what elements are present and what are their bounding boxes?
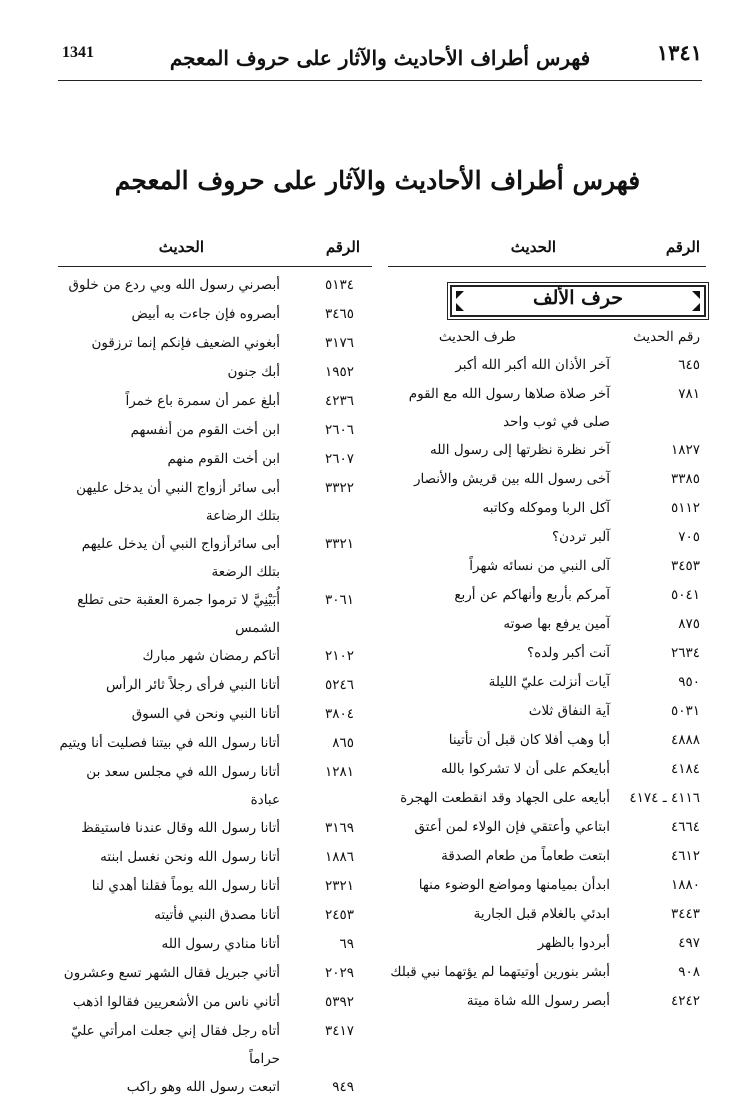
hadith-text: ابتعت طعاماً من طعام الصدقة [441, 848, 610, 864]
list-item [388, 813, 706, 842]
list-item [388, 900, 706, 929]
hadith-number: ٢٦٠٧ [324, 451, 354, 467]
hadith-number: ١٢٨١ [324, 764, 354, 780]
list-item [388, 726, 706, 755]
list-item [58, 814, 372, 843]
column-header-number: الرقم [325, 238, 360, 256]
hadith-number: ١٨٨٠ [670, 877, 700, 893]
hadith-text: أبصروه فإن جاءت به أبيض [131, 306, 280, 322]
hadith-number: ٤٢٣٦ [324, 393, 354, 409]
hadith-number: ٨٦٥ [332, 735, 354, 751]
list-item [388, 610, 706, 639]
hadith-number: ٢٤٥٣ [324, 907, 354, 923]
hadith-number: ٩٤٩ [332, 1079, 354, 1095]
list-item [388, 552, 706, 581]
hadith-number: ٤٩٧ [678, 935, 700, 951]
list-item [58, 1073, 372, 1102]
hadith-text: ابن أخت القوم منهم [167, 451, 280, 467]
hadith-number: ٢١٠٢ [324, 648, 354, 664]
hadith-text: أبلغ عمر أن سمرة باع خمراً [125, 393, 280, 409]
column-header [388, 234, 706, 267]
column-header [58, 234, 372, 267]
list-item [388, 380, 706, 436]
hadith-number: ٣٣٢١ [324, 536, 354, 552]
list-item [388, 929, 706, 958]
hadith-number: ٣٣٢٢ [324, 480, 354, 496]
hadith-text: أتانا رسول الله في مجلس سعد بن عبادة [86, 764, 280, 808]
hadith-number: ٢٦٠٦ [324, 422, 354, 438]
hadith-number: ٥٠٤١ [670, 587, 700, 603]
hadith-text: أتانا رسول الله ونحن نغسل ابنته [100, 849, 280, 865]
hadith-text: أبردوا بالظهر [537, 935, 610, 951]
hadith-text: أتاني ناس من الأشعريين فقالوا اذهب [72, 994, 280, 1010]
hadith-text: آكل الربا وموكله وكاتبه [482, 500, 610, 516]
hadith-text: أتانا رسول الله في بيتنا فصليت أنا ويتيم [59, 735, 280, 751]
hadith-text: أبايعه على الجهاد وقد انقطعت الهجرة [400, 790, 610, 806]
hadith-number: ٧٨١ [678, 386, 700, 402]
hadith-text: أُبَيْنِيَّ لا ترموا جمرة العقبة حتى تطلع الشمس [77, 592, 280, 636]
corner-ornament-icon [456, 303, 464, 311]
hadith-number: ٦٩ [339, 936, 354, 952]
hadith-number: ٣٤٥٣ [670, 558, 700, 574]
hadith-number: ٦٤٥ [678, 357, 700, 373]
hadith-text: أتانا مصدق النبي فأتيته [154, 907, 280, 923]
list-item [58, 586, 372, 642]
hadith-text: أتاه رجل فقال إني جعلت امرأتي عليّ حراماً [70, 1023, 280, 1067]
page-title: فهرس أطراف الأحاديث والآثار على حروف المعجم [114, 166, 641, 195]
section-title: حرف الألف [532, 287, 624, 309]
list-item [58, 1017, 372, 1073]
hadith-number: ٤٨٨٨ [670, 732, 700, 748]
column-header-text: الحديث [510, 238, 556, 256]
hadith-number: ٥٠٣١ [670, 703, 700, 719]
list-item [388, 987, 706, 1016]
list-item [58, 988, 372, 1017]
section-title-box [450, 285, 706, 317]
hadith-number: ٤١٨٤ [670, 761, 700, 777]
list-item [388, 465, 706, 494]
hadith-text: أبشر بنورين أوتيتهما لم يؤتهما نبي قبلك [390, 964, 610, 980]
hadith-number: ٢٣٢١ [324, 878, 354, 894]
hadith-text: أبايعكم على أن لا تشركوا بالله [440, 761, 610, 777]
hadith-number: ٥٣٩٢ [324, 994, 354, 1010]
hadith-text: آلبر تردن؟ [552, 529, 610, 545]
list-item [388, 842, 706, 871]
list-item [58, 329, 372, 358]
hadith-number: ٣٠٦١ [324, 592, 354, 608]
hadith-text: أتانا النبي فرأى رجلاً ثائر الرأس [106, 677, 280, 693]
list-item [388, 958, 706, 987]
left-column [58, 234, 372, 1102]
hadith-number: ٣٣٨٥ [670, 471, 700, 487]
list-item [58, 416, 372, 445]
hadith-text: أتانا النبي ونحن في السوق [131, 706, 280, 722]
list-item [58, 387, 372, 416]
hadith-text: أتانا رسول الله يوماً فقلنا أهدي لنا [91, 878, 280, 894]
hadith-text: أبى سائر أزواج النبي أن يدخل عليهن بتلك الرضاعة [76, 480, 280, 524]
list-item [58, 530, 372, 586]
hadith-number: ٨٧٥ [678, 616, 700, 632]
hadith-text: أتانا رسول الله وقال عندنا فاستيقظ [81, 820, 280, 836]
list-item [58, 872, 372, 901]
hadith-text: آلى النبي من نسائه شهراً [469, 558, 610, 574]
list-item [58, 300, 372, 329]
list-item [388, 436, 706, 465]
hadith-number: ٣٤١٧ [324, 1023, 354, 1039]
list-item [58, 445, 372, 474]
hadith-text: ابدأن بميامنها ومواضع الوضوء منها [418, 877, 610, 893]
hadith-number: ٤٦٦٤ [670, 819, 700, 835]
list-item [388, 668, 706, 697]
hadith-number: ٣٨٠٤ [324, 706, 354, 722]
hadith-text: آمين يرفع بها صوته [503, 616, 610, 632]
hadith-text: أتاني جبريل فقال الشهر تسع وعشرون [63, 965, 280, 981]
hadith-text: آيات أنزلت عليّ الليلة [488, 674, 610, 690]
list-item [388, 784, 706, 813]
corner-ornament-icon [456, 291, 464, 299]
page-number-latin: 1341 [62, 44, 94, 61]
hadith-text: أبصرني رسول الله وبي ردع من خلوق [68, 277, 280, 293]
list-item [58, 358, 372, 387]
list-item [388, 351, 706, 380]
list-item [58, 271, 372, 300]
hadith-text: آخر صلاة صلاها رسول الله مع القوم صلى في ثوب واحد [408, 386, 610, 430]
list-item [58, 959, 372, 988]
hadith-list [388, 351, 706, 1016]
list-item [388, 755, 706, 784]
list-item [388, 871, 706, 900]
hadith-text: أبغوني الضعيف فإنكم إنما ترزقون [91, 335, 280, 351]
hadith-number: ٤٢٤٢ [670, 993, 700, 1009]
hadith-number: ٤١١٦ ـ ٤١٧٤ [629, 790, 700, 806]
hadith-text: ابن أخت القوم من أنفسهم [130, 422, 280, 438]
column-header-text: الحديث [158, 238, 204, 256]
list-item [388, 523, 706, 552]
list-item [388, 697, 706, 726]
hadith-text: آخر الأذان الله أكبر الله أكبر [455, 357, 610, 373]
hadith-number: ٣١٦٩ [324, 820, 354, 836]
hadith-text: اتبعت رسول الله وهو راكب [126, 1079, 280, 1095]
hadith-text: آخى رسول الله بين قريش والأنصار [413, 471, 610, 487]
hadith-text: أتانا منادي رسول الله [161, 936, 280, 952]
hadith-number: ٧٠٥ [678, 529, 700, 545]
list-item [58, 642, 372, 671]
hadith-list [58, 271, 372, 1102]
hadith-number: ٩٠٨ [678, 964, 700, 980]
hadith-number: ٥١٣٤ [324, 277, 354, 293]
hadith-text: آنت أكبر ولده؟ [526, 645, 610, 661]
list-item [58, 843, 372, 872]
sub-header [388, 323, 706, 351]
hadith-text: أبك جنون [227, 364, 280, 380]
hadith-text: أبصر رسول الله شاة ميتة [466, 993, 610, 1009]
hadith-number: ٢٠٢٩ [324, 965, 354, 981]
sub-header-text: طرف الحديث [438, 329, 516, 345]
corner-ornament-icon [692, 303, 700, 311]
list-item [388, 494, 706, 523]
hadith-number: ٥٢٤٦ [324, 677, 354, 693]
column-header-number: الرقم [665, 238, 700, 256]
hadith-text: أبى سائرأزواج النبي أن يدخل عليهم بتلك الرضعة [81, 536, 280, 580]
right-column [388, 234, 706, 1016]
sub-header-number: رقم الحديث [633, 329, 700, 345]
hadith-text: آمركم بأربع وأنهاكم عن أربع [454, 587, 610, 603]
hadith-number: ٣١٧٦ [324, 335, 354, 351]
list-item [58, 901, 372, 930]
list-item [58, 671, 372, 700]
hadith-text: أتاكم رمضان شهر مبارك [142, 648, 280, 664]
page-header [58, 40, 702, 81]
list-item [58, 700, 372, 729]
hadith-number: ٢٦٣٤ [670, 645, 700, 661]
hadith-text: آخر نظرة نظرتها إلى رسول الله [429, 442, 610, 458]
hadith-number: ١٨٢٧ [670, 442, 700, 458]
hadith-number: ٣٤٦٥ [324, 306, 354, 322]
list-item [58, 474, 372, 530]
list-item [58, 758, 372, 814]
page-number-arabic: ١٣٤١ [656, 40, 702, 65]
hadith-text: آية النفاق ثلاث [528, 703, 610, 719]
hadith-number: ١٩٥٢ [324, 364, 354, 380]
corner-ornament-icon [692, 291, 700, 299]
list-item [58, 729, 372, 758]
hadith-number: ٥١١٢ [670, 500, 700, 516]
running-title: فهرس أطراف الأحاديث والآثار على حروف المعجم [169, 46, 591, 70]
hadith-text: ابدئي بالغلام قبل الجارية [473, 906, 610, 922]
hadith-number: ١٨٨٦ [324, 849, 354, 865]
hadith-number: ٣٤٤٣ [670, 906, 700, 922]
list-item [388, 581, 706, 610]
hadith-number: ٩٥٠ [678, 674, 700, 690]
hadith-text: أبا وهب أفلا كان قبل أن تأتينا [448, 732, 610, 748]
hadith-number: ٤٦١٢ [670, 848, 700, 864]
list-item [388, 639, 706, 668]
hadith-text: ابتاعي وأعتقي فإن الولاء لمن أعتق [414, 819, 610, 835]
list-item [58, 930, 372, 959]
